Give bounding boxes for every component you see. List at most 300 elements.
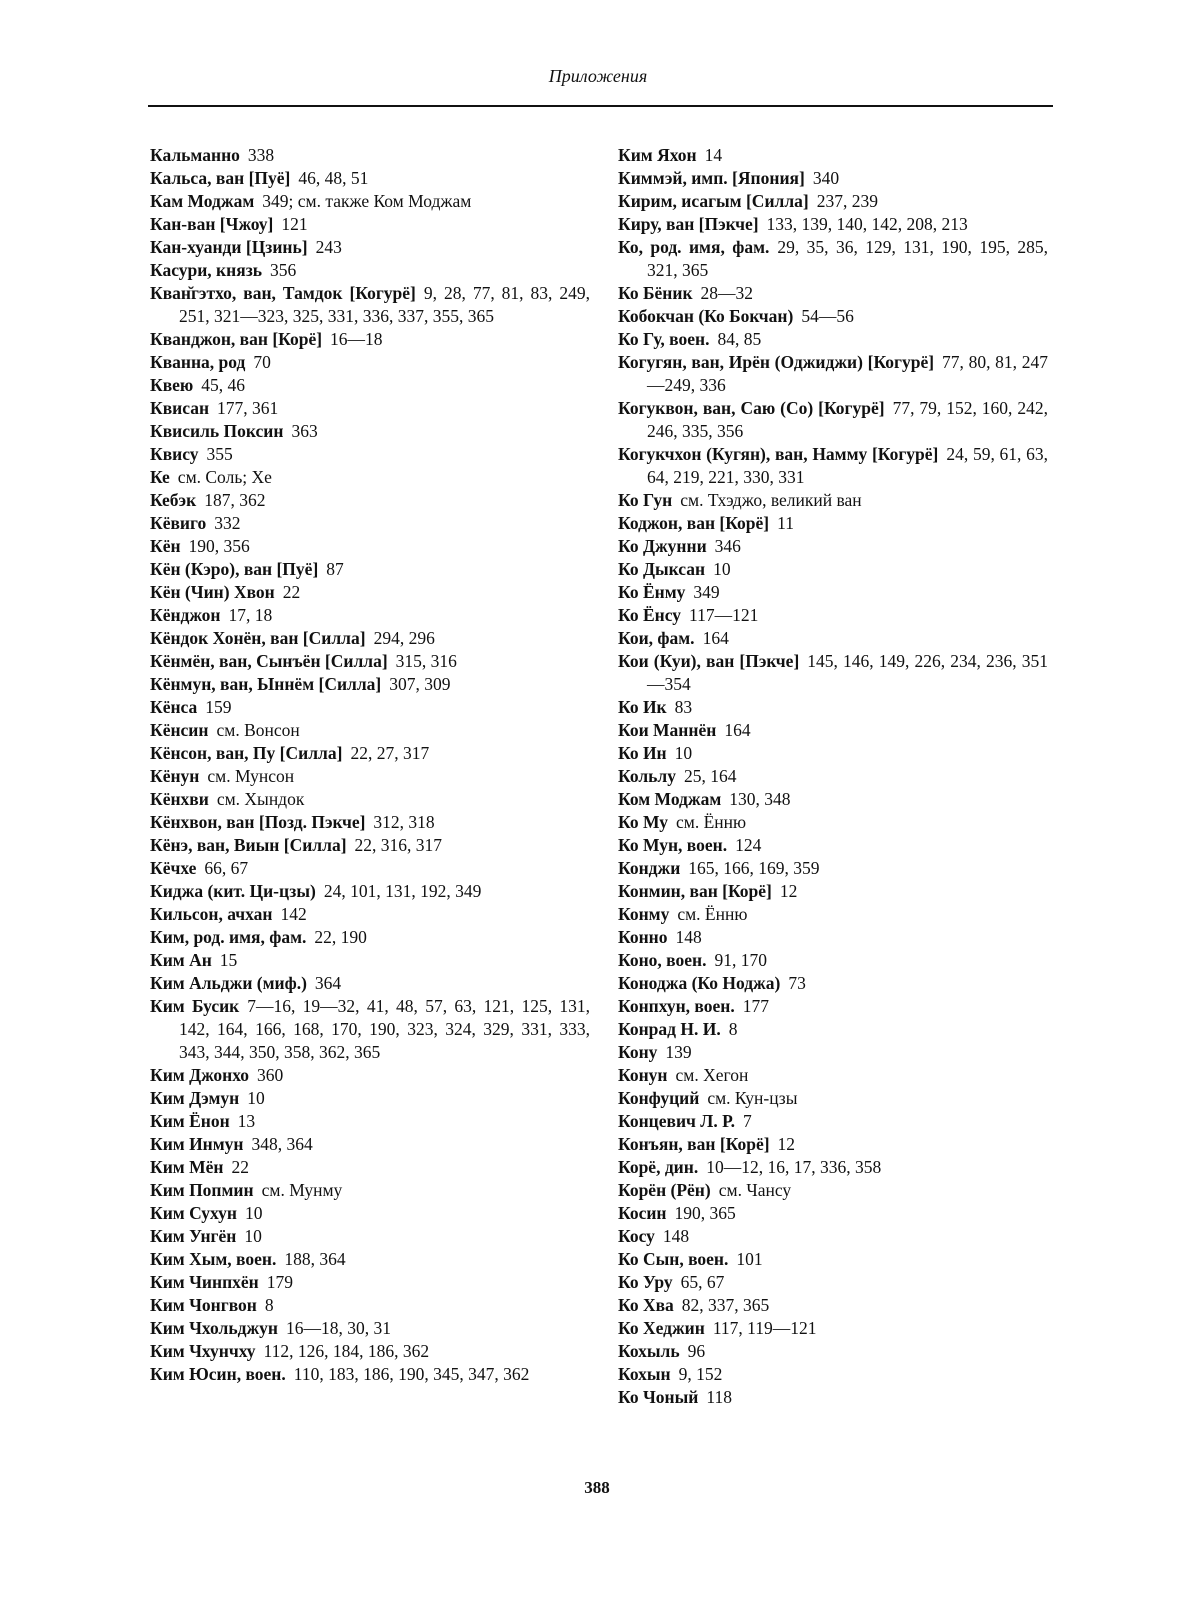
- entry-pages: 24, 101, 131, 192, 349: [323, 881, 482, 901]
- entry-pages: 10: [674, 743, 693, 763]
- index-entry: [150, 857, 590, 880]
- entry-name: Ко Гу, воен.: [618, 329, 710, 349]
- entry-name: Кёнхвон, ван [Позд. Пэкче]: [150, 812, 366, 832]
- entry-pages: 346: [714, 536, 741, 556]
- entry-name: Конун: [618, 1065, 668, 1085]
- entry-name: Кальса, ван [Пуё]: [150, 168, 291, 188]
- index-entry: [618, 1248, 1048, 1271]
- index-entry: [150, 1110, 590, 1133]
- index-entry: [618, 167, 1048, 190]
- entry-pages: 29, 35, 36, 129, 131, 190, 195, 285, 321, 365: [647, 237, 1049, 280]
- entry-name: Ким Попмин: [150, 1180, 254, 1200]
- index-entry: [150, 811, 590, 834]
- entry-name: Кан-хуанди [Цзинь]: [150, 237, 308, 257]
- entry-name: Ко, род. имя, фам.: [618, 237, 770, 257]
- entry-pages: 124: [735, 835, 762, 855]
- entry-name: Коноджа (Ко Ноджа): [618, 973, 781, 993]
- entry-pages: 73: [788, 973, 806, 993]
- entry-pages: 338: [247, 145, 275, 165]
- index-entry: [150, 374, 590, 397]
- entry-pages: 25, 164: [683, 766, 737, 786]
- index-entry: [618, 1271, 1048, 1294]
- index-entry: [150, 1133, 590, 1156]
- entry-pages: 13: [237, 1111, 256, 1131]
- entry-name: Кебэк: [150, 490, 197, 510]
- entry-pages: 117—121: [689, 605, 759, 625]
- entry-pages: 8: [264, 1295, 274, 1315]
- entry-name: Ким Джонхо: [150, 1065, 250, 1085]
- entry-pages: 363: [291, 421, 318, 441]
- entry-name: Ким Юсин, воен.: [150, 1364, 286, 1384]
- entry-name: Концевич Л. Р.: [618, 1111, 735, 1131]
- entry-name: Кам Моджам: [150, 191, 255, 211]
- index-entry: [618, 857, 1048, 880]
- entry-name: Ким Чонгвон: [150, 1295, 257, 1315]
- index-entry: [618, 650, 1048, 696]
- entry-name: Кои (Куи), ван [Пэкче]: [618, 651, 800, 671]
- entry-name: Кён: [150, 536, 181, 556]
- entry-name: Ким Дэмун: [150, 1088, 240, 1108]
- index-entry: [150, 535, 590, 558]
- entry-name: Когуквон, ван, Саю (Со) [Когурё]: [618, 398, 885, 418]
- entry-pages: 188, 364: [284, 1249, 346, 1269]
- index-entry: [618, 1225, 1048, 1248]
- index-entry: [618, 1294, 1048, 1317]
- entry-pages: 46, 48, 51: [298, 168, 369, 188]
- index-entry: [150, 1202, 590, 1225]
- index-entry: [150, 1248, 590, 1271]
- entry-name: Корё, дин.: [618, 1157, 699, 1177]
- entry-pages: 294, 296: [373, 628, 435, 648]
- entry-name: Косу: [618, 1226, 655, 1246]
- index-entry: [150, 443, 590, 466]
- header-rule: [148, 105, 1053, 107]
- entry-name: Ко Ёнму: [618, 582, 686, 602]
- entry-pages: 10—12, 16, 17, 336, 358: [706, 1157, 882, 1177]
- entry-pages: см. Кун-цзы: [707, 1088, 798, 1108]
- entry-pages: 307, 309: [389, 674, 451, 694]
- entry-name: Ким Инмун: [150, 1134, 244, 1154]
- entry-name: Ком Моджам: [618, 789, 722, 809]
- entry-name: Конмин, ван [Корё]: [618, 881, 772, 901]
- entry-name: Ко Сын, воен.: [618, 1249, 729, 1269]
- index-entry: [618, 604, 1048, 627]
- entry-pages: см. Мунсон: [207, 766, 295, 786]
- entry-name: Кои Маннён: [618, 720, 717, 740]
- index-column-left: [150, 144, 590, 1386]
- entry-pages: 22, 190: [314, 927, 367, 947]
- entry-name: Конъян, ван [Корё]: [618, 1134, 770, 1154]
- page-number: 388: [584, 1478, 610, 1497]
- index-entry: [150, 282, 590, 328]
- entry-pages: 17, 18: [228, 605, 273, 625]
- entry-name: Киммэй, имп. [Япония]: [618, 168, 805, 188]
- index-entry: [150, 420, 590, 443]
- entry-name: Кёндок Хонён, ван [Силла]: [150, 628, 366, 648]
- index-entry: [618, 236, 1048, 282]
- entry-pages: 121: [281, 214, 308, 234]
- index-entry: [618, 1202, 1048, 1225]
- entry-pages: 165, 166, 169, 359: [688, 858, 820, 878]
- entry-pages: 22, 316, 317: [354, 835, 443, 855]
- index-entry: [618, 489, 1048, 512]
- index-entry: [150, 995, 590, 1064]
- entry-name: Квею: [150, 375, 194, 395]
- index-entry: [618, 558, 1048, 581]
- index-entry: [150, 351, 590, 374]
- entry-pages: 12: [779, 881, 798, 901]
- index-entry: [618, 949, 1048, 972]
- index-entry: [150, 581, 590, 604]
- entry-name: Косин: [618, 1203, 667, 1223]
- entry-name: Кёнхви: [150, 789, 209, 809]
- index-entry: [150, 1064, 590, 1087]
- entry-pages: см. Соль; Хе: [177, 467, 272, 487]
- entry-name: Киджа (кит. Ци-цзы): [150, 881, 316, 901]
- entry-name: Кёчхе: [150, 858, 197, 878]
- entry-pages: 82, 337, 365: [681, 1295, 770, 1315]
- index-entry: [618, 1018, 1048, 1041]
- entry-name: Ко Му: [618, 812, 668, 832]
- entry-pages: 10: [244, 1203, 263, 1223]
- index-entry: [150, 558, 590, 581]
- entry-name: Конно: [618, 927, 668, 947]
- entry-pages: 360: [257, 1065, 284, 1085]
- entry-pages: 65, 67: [680, 1272, 725, 1292]
- entry-pages: 148: [675, 927, 702, 947]
- entry-pages: 9, 28, 77, 81, 83, 249, 251, 321—323, 325, 331, 336, 337, 355, 365: [179, 283, 591, 326]
- entry-pages: 177: [742, 996, 769, 1016]
- entry-name: Когукчхон (Кугян), ван, Намму [Когурё]: [618, 444, 939, 464]
- entry-pages: 77, 80, 81, 247—249, 336: [647, 352, 1049, 395]
- entry-name: Кобокчан (Ко Бокчан): [618, 306, 794, 326]
- index-entry: [150, 397, 590, 420]
- entry-name: Касури, князь: [150, 260, 262, 280]
- entry-name: Ко Ик: [618, 697, 667, 717]
- index-entry: [618, 696, 1048, 719]
- entry-name: Конму: [618, 904, 670, 924]
- index-entry: [618, 397, 1048, 443]
- index-entry: [150, 1179, 590, 1202]
- entry-name: Ко Бёник: [618, 283, 693, 303]
- entry-name: Кохыль: [618, 1341, 680, 1361]
- entry-pages: см. Чансу: [718, 1180, 792, 1200]
- entry-pages: 312, 318: [373, 812, 435, 832]
- index-entry: [618, 1041, 1048, 1064]
- entry-pages: 24, 59, 61, 63, 64, 219, 221, 330, 331: [647, 444, 1048, 487]
- entry-pages: 190, 365: [674, 1203, 736, 1223]
- entry-pages: 22: [231, 1157, 249, 1177]
- entry-pages: 96: [687, 1341, 706, 1361]
- entry-pages: см. Хегон: [675, 1065, 749, 1085]
- entry-name: Когугян, ван, Ирён (Оджиджи) [Когурё]: [618, 352, 935, 372]
- entry-name: Конфуций: [618, 1088, 700, 1108]
- entry-pages: 9, 152: [678, 1364, 723, 1384]
- index-entry: [150, 213, 590, 236]
- entry-pages: см. Вонсон: [216, 720, 300, 740]
- entry-pages: 133, 139, 140, 142, 208, 213: [766, 214, 968, 234]
- entry-name: Ко Дыксан: [618, 559, 706, 579]
- entry-pages: 349: [693, 582, 720, 602]
- entry-pages: 77, 79, 152, 160, 242, 246, 335, 356: [647, 398, 1048, 441]
- entry-pages: 190, 356: [188, 536, 250, 556]
- index-entry: [618, 926, 1048, 949]
- entry-pages: 11: [777, 513, 794, 533]
- entry-name: Конрад Н. И.: [618, 1019, 721, 1039]
- index-entry: [150, 1156, 590, 1179]
- entry-name: Ко Ин: [618, 743, 667, 763]
- entry-pages: 14: [704, 145, 723, 165]
- index-entry: [618, 1133, 1048, 1156]
- index-entry: [150, 1363, 590, 1386]
- entry-pages: см. Мунму: [261, 1180, 343, 1200]
- index-entry: [150, 949, 590, 972]
- index-entry: [618, 788, 1048, 811]
- entry-pages: 139: [665, 1042, 692, 1062]
- entry-name: Кирим, исагым [Силла]: [618, 191, 809, 211]
- entry-pages: 12: [777, 1134, 796, 1154]
- entry-pages: 349; см. также Ком Моджам: [262, 191, 472, 211]
- index-entry: [618, 742, 1048, 765]
- entry-pages: 110, 183, 186, 190, 345, 347, 362: [293, 1364, 530, 1384]
- entry-pages: см. Хындок: [216, 789, 305, 809]
- entry-pages: 101: [736, 1249, 763, 1269]
- entry-pages: 243: [315, 237, 342, 257]
- entry-name: Кён (Чин) Хвон: [150, 582, 275, 602]
- entry-pages: 315, 316: [395, 651, 457, 671]
- index-entry: [150, 512, 590, 535]
- index-entry: [150, 627, 590, 650]
- entry-name: Кван̆гэтхо, ван, Тамдок [Когурё]: [150, 283, 416, 303]
- entry-name: Конджи: [618, 858, 681, 878]
- entry-name: Ко Чоный: [618, 1387, 699, 1407]
- index-entry: [618, 351, 1048, 397]
- entry-pages: 7—16, 19—32, 41, 48, 57, 63, 121, 125, 131, 142, 164, 166, 168, 170, 190, 323, 324, 329, 331, 333, 343, 344, 350, 358, 362, 365: [179, 996, 590, 1062]
- index-entry: [618, 535, 1048, 558]
- entry-name: Кёнун: [150, 766, 200, 786]
- entry-name: Ким Чхунчху: [150, 1341, 256, 1361]
- entry-pages: 10: [247, 1088, 265, 1108]
- entry-name: Кёнджон: [150, 605, 221, 625]
- index-entry: [150, 673, 590, 696]
- entry-pages: 87: [326, 559, 344, 579]
- index-entry: [150, 259, 590, 282]
- entry-pages: 8: [728, 1019, 738, 1039]
- index-entry: [150, 788, 590, 811]
- entry-pages: 130, 348: [729, 789, 791, 809]
- entry-name: Кильсон, ачхан: [150, 904, 273, 924]
- index-entry: [150, 489, 590, 512]
- index-entry: [618, 328, 1048, 351]
- index-entry: [618, 1064, 1048, 1087]
- index-entry: [618, 1363, 1048, 1386]
- entry-name: Кёнсин: [150, 720, 209, 740]
- entry-name: Ким, род. имя, фам.: [150, 927, 307, 947]
- entry-name: Корён (Рён): [618, 1180, 711, 1200]
- index-entry: [150, 903, 590, 926]
- index-entry: [150, 880, 590, 903]
- entry-name: Квисиль Поксин: [150, 421, 284, 441]
- index-entry: [618, 834, 1048, 857]
- entry-pages: 177, 361: [217, 398, 279, 418]
- entry-name: Ко Ёнсу: [618, 605, 681, 625]
- index-entry: [618, 581, 1048, 604]
- index-entry: [150, 1317, 590, 1340]
- entry-pages: 364: [314, 973, 342, 993]
- entry-pages: 164: [702, 628, 729, 648]
- index-entry: [150, 167, 590, 190]
- entry-name: Кальманно: [150, 145, 240, 165]
- entry-name: Квисан: [150, 398, 210, 418]
- entry-name: Кан-ван [Чжоу]: [150, 214, 274, 234]
- index-entry: [618, 1386, 1048, 1409]
- entry-name: Кёнса: [150, 697, 198, 717]
- entry-pages: 22: [282, 582, 301, 602]
- index-entry: [618, 880, 1048, 903]
- entry-pages: 148: [662, 1226, 690, 1246]
- index-entry: [618, 282, 1048, 305]
- index-entry: [618, 443, 1048, 489]
- entry-pages: 179: [266, 1272, 294, 1292]
- entry-name: Кёвиго: [150, 513, 207, 533]
- entry-name: Коджон, ван [Корё]: [618, 513, 770, 533]
- entry-name: Кванна, род: [150, 352, 246, 372]
- entry-pages: 16—18: [330, 329, 383, 349]
- entry-name: Кён (Кэро), ван [Пуё]: [150, 559, 319, 579]
- index-entry: [150, 719, 590, 742]
- entry-name: Кёнсон, ван, Пу [Силла]: [150, 743, 343, 763]
- entry-name: Ким Чхольджун: [150, 1318, 278, 1338]
- entry-pages: 22, 27, 317: [350, 743, 430, 763]
- entry-pages: 112, 126, 184, 186, 362: [263, 1341, 430, 1361]
- entry-pages: 45, 46: [201, 375, 246, 395]
- entry-pages: 7: [742, 1111, 752, 1131]
- index-entry: [150, 604, 590, 627]
- entry-name: Конпхун, воен.: [618, 996, 735, 1016]
- index-entry: [150, 236, 590, 259]
- entry-pages: 145, 146, 149, 226, 234, 236, 351—354: [647, 651, 1049, 694]
- entry-pages: см. Ённю: [677, 904, 748, 924]
- index-entry: [150, 1087, 590, 1110]
- index-entry: [618, 1340, 1048, 1363]
- index-entry: [618, 512, 1048, 535]
- entry-pages: 348, 364: [251, 1134, 313, 1154]
- entry-name: Ко Гун: [618, 490, 673, 510]
- index-entry: [618, 144, 1048, 167]
- entry-name: Ко Хва: [618, 1295, 674, 1315]
- entry-name: Кону: [618, 1042, 658, 1062]
- index-entry: [618, 719, 1048, 742]
- entry-name: Ким Яхон: [618, 145, 697, 165]
- index-entry: [150, 972, 590, 995]
- index-entry: [150, 696, 590, 719]
- entry-name: Ким Сухун: [150, 1203, 237, 1223]
- index-entry: [618, 1156, 1048, 1179]
- entry-name: Кёнмун, ван, Ыннём [Силла]: [150, 674, 382, 694]
- index-entry: [618, 995, 1048, 1018]
- entry-pages: 142: [280, 904, 307, 924]
- entry-pages: 66, 67: [204, 858, 249, 878]
- entry-name: Ким Ан: [150, 950, 212, 970]
- index-entry: [618, 1110, 1048, 1133]
- entry-pages: 28—32: [700, 283, 754, 303]
- entry-pages: 355: [206, 444, 233, 464]
- index-entry: [618, 1087, 1048, 1110]
- index-entry: [618, 765, 1048, 788]
- entry-name: Ким Бусик: [150, 996, 240, 1016]
- entry-pages: 16—18, 30, 31: [285, 1318, 391, 1338]
- entry-pages: 10: [244, 1226, 262, 1246]
- entry-name: Ко Хеджин: [618, 1318, 705, 1338]
- index-entry: [150, 466, 590, 489]
- entry-name: Ко Джунни: [618, 536, 707, 556]
- entry-name: Кохын: [618, 1364, 671, 1384]
- entry-pages: 70: [253, 352, 271, 372]
- entry-name: Ким Альджи (миф.): [150, 973, 307, 993]
- index-entry: [150, 190, 590, 213]
- entry-name: Ке: [150, 467, 170, 487]
- entry-name: Ко Уру: [618, 1272, 673, 1292]
- entry-name: Коно, воен.: [618, 950, 707, 970]
- entry-pages: 159: [205, 697, 232, 717]
- entry-pages: 187, 362: [204, 490, 266, 510]
- index-entry: [150, 1225, 590, 1248]
- entry-name: Кёнмён, ван, Сынъён [Силла]: [150, 651, 388, 671]
- entry-name: Квису: [150, 444, 199, 464]
- entry-pages: 237, 239: [816, 191, 878, 211]
- index-entry: [618, 1179, 1048, 1202]
- index-entry: [150, 1271, 590, 1294]
- entry-pages: 83: [674, 697, 693, 717]
- entry-pages: 84, 85: [717, 329, 762, 349]
- entry-pages: 15: [219, 950, 238, 970]
- index-entry: [150, 144, 590, 167]
- index-entry: [150, 742, 590, 765]
- entry-name: Ко Мун, воен.: [618, 835, 728, 855]
- entry-pages: 117, 119—121: [712, 1318, 817, 1338]
- index-entry: [618, 1317, 1048, 1340]
- entry-pages: 340: [812, 168, 840, 188]
- index-column-right: [618, 144, 1048, 1409]
- index-entry: [150, 1294, 590, 1317]
- entry-pages: 332: [214, 513, 241, 533]
- entry-name: Кёнэ, ван, Виын [Силла]: [150, 835, 347, 855]
- entry-name: Ким Мён: [150, 1157, 224, 1177]
- entry-name: Ким Унгён: [150, 1226, 237, 1246]
- index-entry: [150, 765, 590, 788]
- index-entry: [618, 903, 1048, 926]
- entry-name: Кванджон, ван [Корё]: [150, 329, 323, 349]
- index-entry: [618, 213, 1048, 236]
- index-entry: [150, 650, 590, 673]
- entry-name: Кольлу: [618, 766, 676, 786]
- entry-pages: 10: [713, 559, 731, 579]
- entry-name: Ким Ёнон: [150, 1111, 230, 1131]
- index-entry: [618, 190, 1048, 213]
- index-entry: [150, 328, 590, 351]
- index-entry: [150, 1340, 590, 1363]
- index-entry: [150, 834, 590, 857]
- index-entry: [618, 811, 1048, 834]
- entry-pages: 356: [269, 260, 297, 280]
- entry-pages: 54—56: [801, 306, 854, 326]
- entry-name: Кои, фам.: [618, 628, 695, 648]
- index-entry: [618, 972, 1048, 995]
- entry-name: Ким Чинпхён: [150, 1272, 259, 1292]
- index-entry: [150, 926, 590, 949]
- entry-pages: см. Тхэджо, великий ван: [680, 490, 862, 510]
- entry-pages: 118: [706, 1387, 732, 1407]
